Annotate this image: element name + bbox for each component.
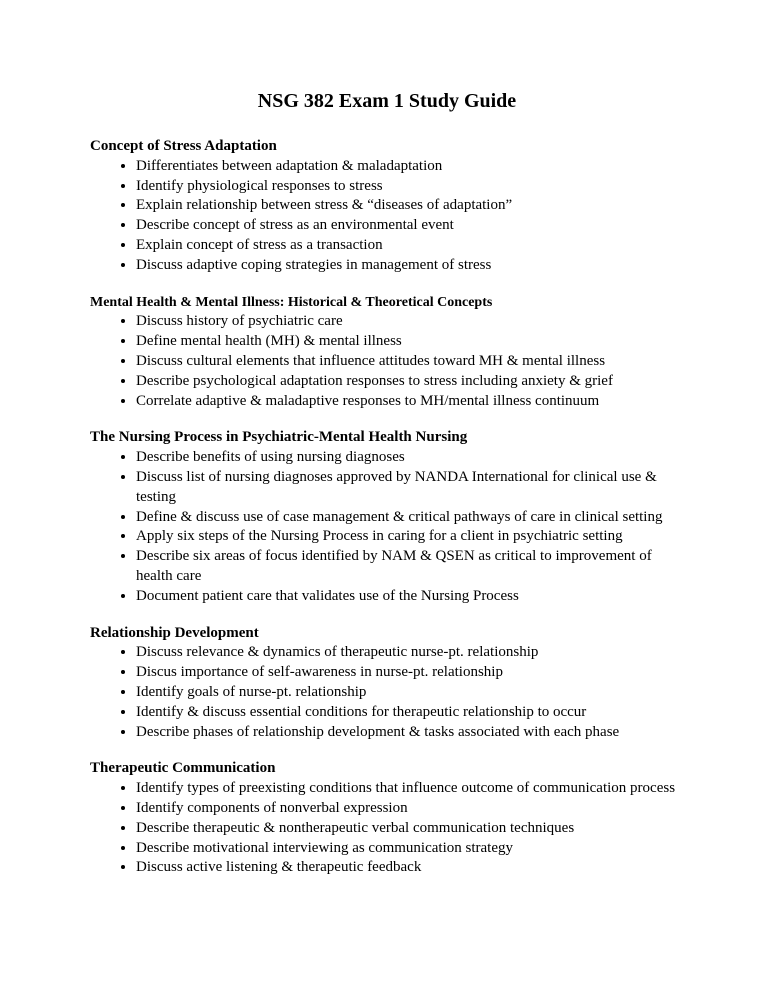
bullet-item: • Explain relationship between stress & “diseases of adaptation” (136, 196, 684, 216)
section-heading: Mental Health & Mental Illness: Historical & Theoretical Concepts (90, 294, 493, 310)
bullet-list (90, 157, 684, 276)
bullet-item: • Describe concept of stress as an environmental event (136, 216, 684, 236)
bullet-item: • Identify components of nonverbal expression (136, 799, 684, 819)
bullet-list (90, 643, 684, 742)
section-heading: Concept of Stress Adaptation (90, 138, 277, 154)
section-nursing-process (90, 428, 684, 606)
bullet-item: • Identify physiological responses to stress (136, 177, 684, 197)
bullet-item: • Describe phases of relationship development & tasks associated with each phase (136, 723, 684, 743)
bullet-list (90, 312, 684, 411)
bullet-item: • Discus importance of self-awareness in nurse-pt. relationship (136, 663, 684, 683)
bullet-item: • Discuss adaptive coping strategies in management of stress (136, 256, 684, 276)
bullet-list (90, 448, 684, 606)
bullet-item: • Discuss active listening & therapeutic feedback (136, 858, 684, 878)
bullet-item: • Identify goals of nurse-pt. relationship (136, 683, 684, 703)
section-concept-of-stress-adaptation (90, 137, 684, 276)
section-heading: The Nursing Process in Psychiatric-Mental Health Nursing (90, 429, 468, 446)
bullet-item: • Document patient care that validates use of the Nursing Process (136, 587, 684, 607)
bullet-list (90, 779, 684, 878)
bullet-item: • Define & discuss use of case management & critical pathways of care in clinical setting (136, 508, 684, 528)
section-relationship-development (90, 624, 684, 743)
bullet-item: • Define mental health (MH) & mental illness (136, 332, 684, 352)
bullet-item: • Describe psychological adaptation responses to stress including anxiety & grief (136, 372, 684, 392)
bullet-item: • Discuss history of psychiatric care (136, 312, 684, 332)
bullet-item: • Discuss relevance & dynamics of therapeutic nurse-pt. relationship (136, 643, 684, 663)
bullet-item: • Identify & discuss essential conditions for therapeutic relationship to occur (136, 703, 684, 723)
bullet-item: • Identify types of preexisting conditions that influence outcome of communication process (136, 779, 684, 799)
bullet-item: • Apply six steps of the Nursing Process in caring for a client in psychiatric setting (136, 527, 684, 547)
bullet-item: • Differentiates between adaptation & maladaptation (136, 157, 684, 177)
section-heading: Relationship Development (90, 624, 259, 641)
bullet-item: • Discuss cultural elements that influence attitudes toward MH & mental illness (136, 352, 684, 372)
section-heading: Therapeutic Communication (90, 760, 276, 777)
bullet-item: • Describe six areas of focus identified by NAM & QSEN as critical to improvement of health care (136, 547, 684, 587)
bullet-item: • Describe therapeutic & nontherapeutic verbal communication techniques (136, 819, 684, 839)
bullet-item: • Correlate adaptive & maladaptive responses to MH/mental illness continuum (136, 392, 684, 412)
bullet-item: • Discuss list of nursing diagnoses approved by NANDA International for clinical use & testing (136, 468, 684, 508)
bullet-item: • Describe benefits of using nursing diagnoses (136, 448, 684, 468)
page-title: NSG 382 Exam 1 Study Guide (257, 90, 517, 112)
section-mental-health-mental-illness (90, 293, 684, 412)
bullet-item: • Describe motivational interviewing as communication strategy (136, 839, 684, 859)
bullet-item: • Explain concept of stress as a transaction (136, 236, 684, 256)
section-therapeutic-communication (90, 759, 684, 878)
